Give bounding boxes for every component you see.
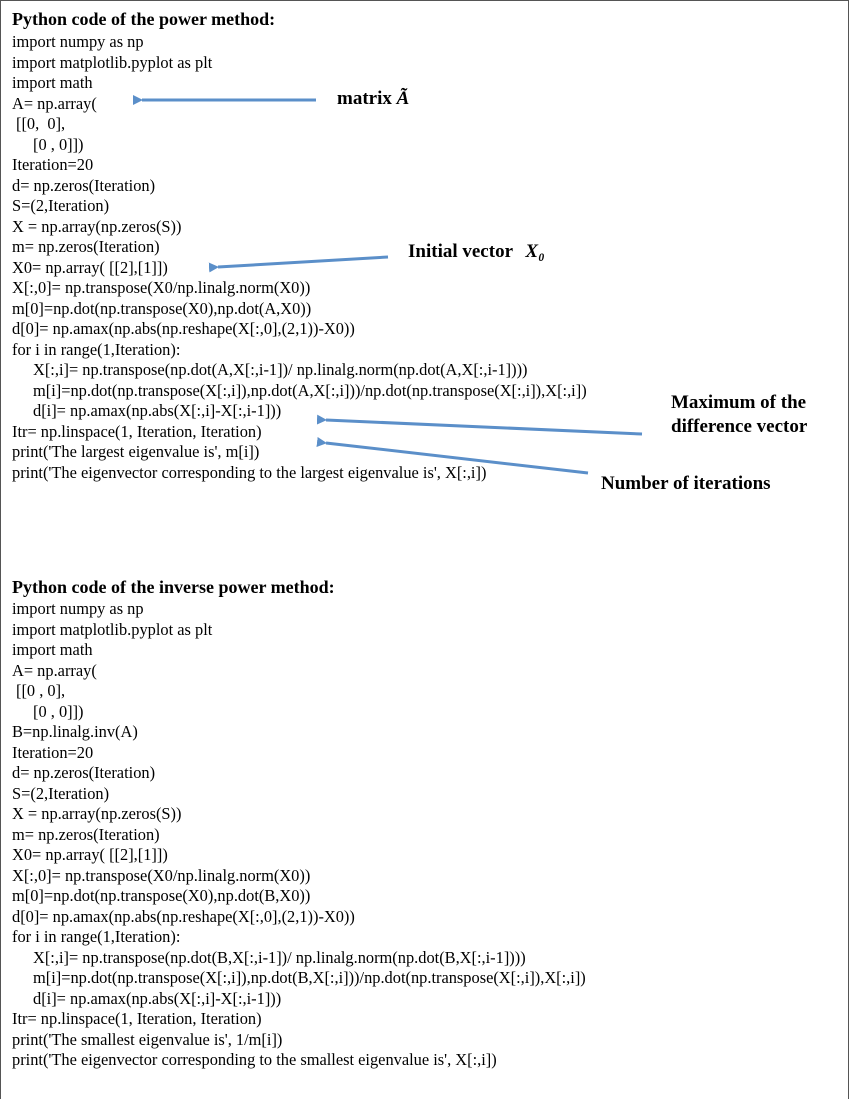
code-line: [[0 , 0], [16,681,66,700]
code-line: [[0, 0], [16,114,66,133]
code-line: X0= np.array( [[2],[1]]) [12,257,168,277]
code-line: X = np.array(np.zeros(S)) [12,804,182,823]
max-diff-line2: difference vector [671,416,808,437]
code-line: X[:,0]= np.transpose(X0/np.linalg.norm(X0)) [12,278,311,297]
code-line: A= np.array( [12,93,97,113]
code-line: X[:,i]= np.transpose(np.dot(B,X[:,i-1])/ np.linalg.norm(np.dot(B,X[:,i-1]))) [33,947,526,967]
code-line: X[:,i]= np.transpose(np.dot(A,X[:,i-1])/ np.linalg.norm(np.dot(A,X[:,i-1]))) [33,360,528,379]
code-line: print('The largest eigenvalue is', m[i]) [12,442,260,461]
code-line: m[0]=np.dot(np.transpose(X0),np.dot(B,X0)) [12,886,311,905]
code-line: import math [12,73,93,92]
code-line: d[i]= np.amax(np.abs(X[:,i]-X[:,i-1])) [33,401,282,420]
code-line: X = np.array(np.zeros(S)) [12,216,182,236]
code-line: m[i]=np.dot(np.transpose(X[:,i]),np.dot(A,X[:,i]))/np.dot(np.transpose(X[:,i]),X[:,i]) [33,380,587,400]
code-line: S=(2,Iteration) [12,196,110,215]
code-line: d[0]= np.amax(np.abs(np.reshape(X[:,0],(2,1))-X0)) [12,906,355,926]
code-line: Iteration=20 [12,742,94,762]
code-line: import matplotlib.pyplot as plt [12,619,213,639]
max-diff-arrow [326,420,642,434]
code-line: B=np.linalg.inv(A) [12,722,138,741]
code-line: m[i]=np.dot(np.transpose(X[:,i]),np.dot(B,X[:,i]))/np.dot(np.transpose(X[:,i]),X[:,i]) [33,968,586,987]
code-line: for i in range(1,Iteration): [12,339,181,359]
code-line: [0 , 0]]) [33,701,84,721]
code-line: d= np.zeros(Iteration) [12,175,156,195]
code-line: Iteration=20 [12,155,94,174]
iterations-annotation: Number of iterations [601,473,771,494]
initial-vector-label: Initial vector [408,241,513,262]
code-line: print('The eigenvector corresponding to the smallest eigenvalue is', X[:,i]) [12,1050,497,1069]
code-line: d[0]= np.amax(np.abs(np.reshape(X[:,0],(2,1))-X0)) [12,319,355,338]
inverse-power-method-code [12,599,586,1071]
inverse-power-method-heading: Python code of the inverse power method: [12,577,335,597]
iterations-arrow [326,443,588,473]
code-line: d[i]= np.amax(np.abs(X[:,i]-X[:,i-1])) [33,988,282,1008]
code-line: d= np.zeros(Iteration) [12,763,156,782]
matrix-label: matrix [337,88,392,109]
code-line: print('The eigenvector corresponding to the largest eigenvalue is', X[:,i]) [12,462,487,482]
code-line: X[:,0]= np.transpose(X0/np.linalg.norm(X0)) [12,865,311,885]
max-diff-line1: Maximum of the [671,392,807,413]
matrix-symbol: Ã [396,88,410,109]
code-line: m= np.zeros(Iteration) [12,237,160,256]
code-line: import matplotlib.pyplot as plt [12,52,213,72]
code-line: [0 , 0]]) [33,134,84,154]
code-line: import numpy as np [12,32,144,51]
code-line: Itr= np.linspace(1, Iteration, Iteration) [12,421,262,441]
code-line: S=(2,Iteration) [12,783,110,803]
code-line: for i in range(1,Iteration): [12,927,181,946]
code-line: m[0]=np.dot(np.transpose(X0),np.dot(A,X0)) [12,298,312,318]
power-method-heading: Python code of the power method: [12,9,276,29]
code-line: A= np.array( [12,660,97,680]
code-line: import numpy as np [12,599,144,618]
code-line: Itr= np.linspace(1, Iteration, Iteration) [12,1009,262,1028]
code-line: print('The smallest eigenvalue is', 1/m[i]) [12,1029,283,1049]
code-line: X0= np.array( [[2],[1]]) [12,845,168,864]
initial-vector-arrow [218,257,388,267]
code-line: import math [12,640,93,659]
code-line: m= np.zeros(Iteration) [12,824,160,844]
initial-vector-symbol: X₀ [525,241,545,262]
